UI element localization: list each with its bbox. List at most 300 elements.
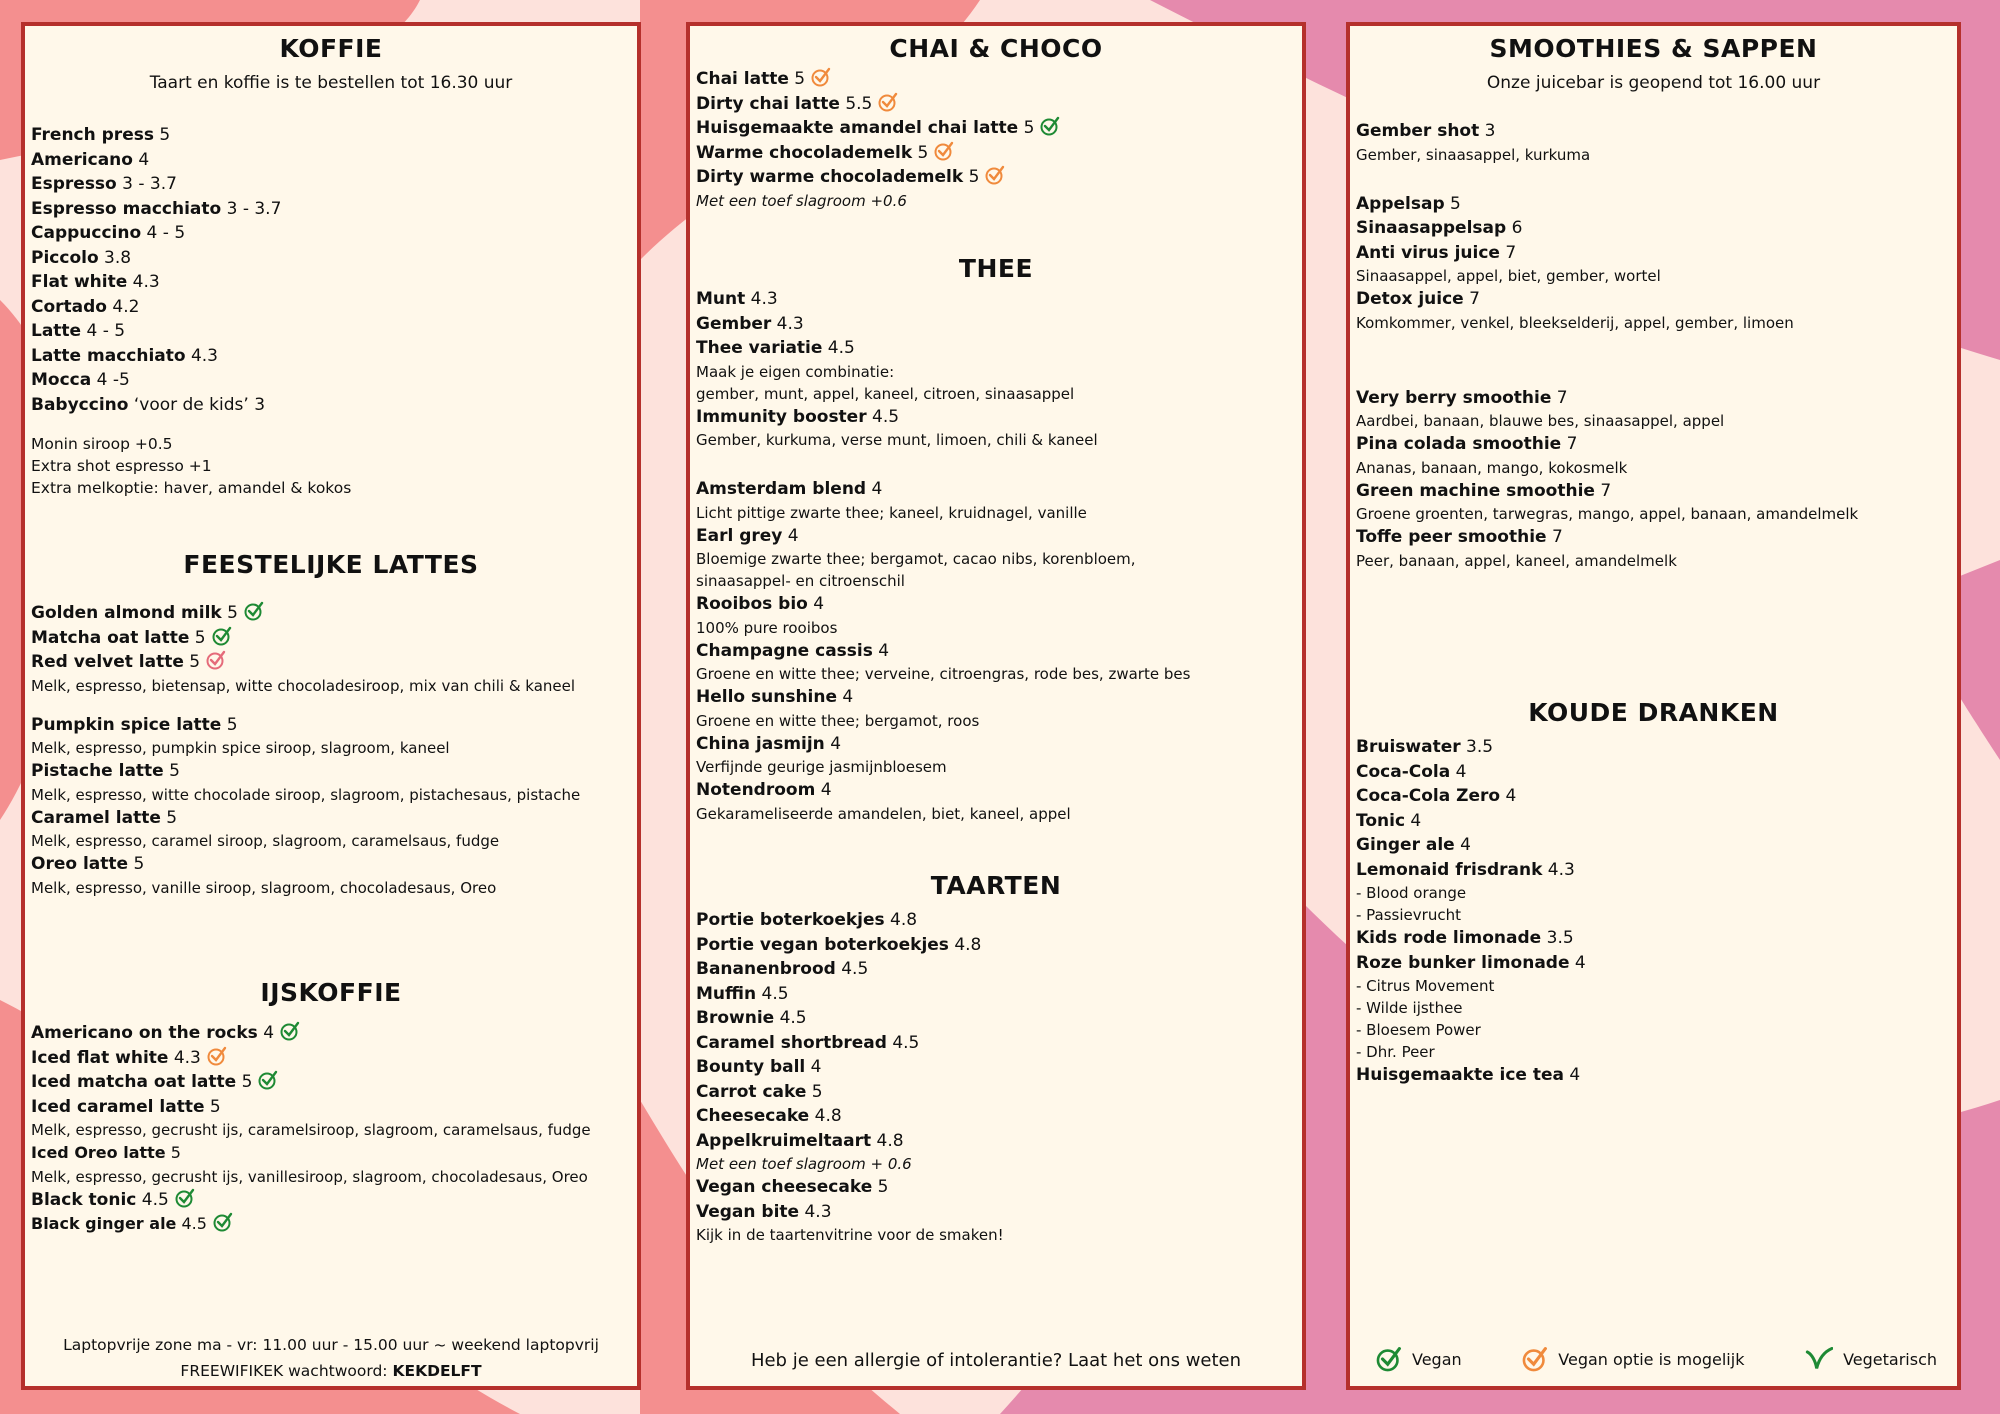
item-price: 7 bbox=[1499, 242, 1517, 263]
item-name: Detox juice bbox=[1356, 289, 1464, 309]
menu-item bbox=[1356, 760, 1951, 785]
vegan-icon bbox=[1040, 116, 1060, 136]
menu-item bbox=[696, 141, 1296, 166]
menu-item bbox=[31, 319, 631, 344]
legend-vegetarian bbox=[1799, 1347, 1937, 1371]
item-description: Groene groenten, tarwegras, mango, appel, banaan, amandelmelk bbox=[1356, 505, 1859, 523]
menu-item bbox=[696, 1104, 1296, 1129]
item-description: gember, munt, appel, kaneel, citroen, sinaasappel bbox=[696, 384, 1075, 403]
menu-item bbox=[696, 933, 1296, 958]
item-name: Vegan cheesecake bbox=[696, 1177, 873, 1197]
item-price: 5 bbox=[163, 761, 180, 781]
menu-item bbox=[696, 524, 1296, 549]
section-ijskoffie bbox=[31, 978, 631, 1237]
menu-item bbox=[31, 197, 631, 222]
menu-item bbox=[696, 405, 1296, 430]
legend-vegan-option bbox=[1516, 1346, 1744, 1372]
item-price: 5 bbox=[153, 125, 171, 145]
vegan-option-icon bbox=[934, 141, 954, 161]
item-name: Kids rode limonade bbox=[1356, 928, 1542, 948]
item-price: 6 bbox=[1506, 218, 1523, 238]
vegan-option-icon bbox=[1522, 1346, 1548, 1372]
menu-item bbox=[31, 368, 631, 393]
item-price: 3.8 bbox=[98, 247, 132, 268]
item-price: 4.3 bbox=[799, 1201, 832, 1222]
item-price: ‘voor de kids’ 3 bbox=[128, 394, 266, 415]
menu-item bbox=[696, 92, 1296, 117]
item-price: 4.3 bbox=[127, 272, 160, 292]
menu-item bbox=[31, 650, 631, 675]
spacer bbox=[1356, 166, 1951, 192]
item-description: Groene en witte thee; verveine, citroengras, rode bes, zwarte bes bbox=[696, 665, 1191, 683]
item-price: 4 bbox=[837, 687, 854, 707]
section-subtitle: Onze juicebar is geopend tot 16.00 uur bbox=[1486, 73, 1821, 93]
laptop-notice: Laptopvrije zone ma - vr: 11.00 uur - 15.00 uur ~ weekend laptopvrij bbox=[63, 1336, 599, 1354]
item-price: 4.5 bbox=[176, 1214, 207, 1233]
vegan-icon bbox=[1376, 1346, 1402, 1372]
menu-item bbox=[31, 601, 631, 626]
item-description: Melk, espresso, pumpkin spice siroop, slagroom, kaneel bbox=[31, 739, 450, 757]
section-title: KOUDE DRANKEN bbox=[1528, 698, 1779, 727]
item-name: Appelsap bbox=[1356, 193, 1445, 214]
item-name: Warme chocolademelk bbox=[696, 142, 913, 163]
item-description: Gember, kurkuma, verse munt, limoen, chili & kaneel bbox=[696, 431, 1098, 449]
item-price: 7 bbox=[1546, 527, 1563, 547]
vegan-option-icon bbox=[811, 67, 831, 87]
item-name: Appelkruimeltaart bbox=[696, 1130, 872, 1151]
item-note: Met een toef slagroom + 0.6 bbox=[696, 1155, 912, 1173]
item-price: 5 bbox=[204, 1096, 221, 1117]
item-price: 4 bbox=[866, 479, 883, 499]
menu-item bbox=[31, 1141, 631, 1166]
item-name: Rooibos bio bbox=[696, 594, 808, 614]
item-price: 5 bbox=[128, 854, 145, 874]
section-smoothies bbox=[1356, 34, 1951, 572]
item-price: 5 bbox=[183, 652, 201, 672]
section-title: CHAI & CHOCO bbox=[889, 34, 1103, 63]
item-price: 4 bbox=[1564, 1065, 1581, 1085]
section-chai-choco bbox=[696, 34, 1296, 212]
item-name: Anti virus juice bbox=[1356, 242, 1500, 263]
item-price: 4 bbox=[872, 640, 890, 661]
vegan-icon bbox=[280, 1021, 300, 1041]
menu-item bbox=[1356, 241, 1951, 266]
section-title: FEESTELIJKE LATTES bbox=[183, 550, 479, 579]
menu-item bbox=[31, 759, 631, 784]
vegan-icon bbox=[258, 1070, 278, 1090]
item-price: 4.8 bbox=[884, 910, 918, 930]
item-price: 3.5 bbox=[1460, 737, 1494, 757]
item-note: Met een toef slagroom +0.6 bbox=[696, 191, 907, 210]
item-price: 4.3 bbox=[745, 289, 778, 309]
menu-item bbox=[31, 1095, 631, 1120]
vegan-option-icon bbox=[985, 165, 1005, 185]
menu-item bbox=[31, 806, 631, 831]
menu-item bbox=[1356, 951, 1951, 976]
spacer bbox=[696, 451, 1296, 477]
item-price: 5 bbox=[221, 714, 238, 735]
menu-item bbox=[696, 1129, 1296, 1154]
item-description: Maak je eigen combinatie: bbox=[696, 362, 895, 381]
menu-item bbox=[696, 287, 1296, 312]
item-price: 4 bbox=[807, 594, 825, 614]
item-price: 5 bbox=[221, 603, 238, 623]
item-price: 5 bbox=[1444, 193, 1461, 214]
menu-item bbox=[1356, 192, 1951, 217]
item-description: Melk, espresso, witte chocolade siroop, slagroom, pistachesaus, pistache bbox=[31, 785, 581, 804]
menu-item bbox=[1356, 833, 1951, 858]
item-name: Immunity booster bbox=[696, 406, 867, 427]
section-title: KOFFIE bbox=[279, 34, 383, 63]
menu-item bbox=[1356, 784, 1951, 809]
item-name: Tonic bbox=[1356, 810, 1406, 831]
item-description: Kijk in de taartenvitrine voor de smaken! bbox=[696, 1226, 1004, 1244]
menu-item bbox=[31, 123, 631, 148]
item-description: - Passievrucht bbox=[1356, 906, 1461, 924]
item-price: 4.5 bbox=[756, 983, 789, 1004]
item-description: Melk, espresso, caramel siroop, slagroom, caramelsaus, fudge bbox=[31, 832, 500, 850]
vegetarian-leaf-icon bbox=[1805, 1347, 1833, 1371]
item-name: Green machine smoothie bbox=[1356, 480, 1595, 501]
item-price: 7 bbox=[1594, 480, 1612, 501]
vegan-option-icon bbox=[206, 650, 226, 670]
taarten-list bbox=[696, 908, 1296, 1246]
menu-item bbox=[1356, 119, 1951, 144]
item-price: 4.5 bbox=[822, 338, 855, 358]
panel-koffie bbox=[21, 22, 641, 1390]
item-price: 3 - 3.7 bbox=[116, 174, 177, 194]
menu-item bbox=[1356, 1063, 1951, 1088]
item-price: 4 - 5 bbox=[81, 321, 126, 341]
item-price: 4.3 bbox=[771, 313, 804, 334]
item-price: 4.2 bbox=[107, 296, 140, 317]
item-name: Chai latte bbox=[696, 69, 789, 89]
menu-item bbox=[31, 1046, 631, 1071]
menu-item bbox=[31, 1212, 631, 1237]
item-description: Melk, espresso, vanille siroop, slagroom, chocoladesaus, Oreo bbox=[31, 878, 497, 897]
item-description: Ananas, banaan, mango, kokosmelk bbox=[1356, 458, 1628, 477]
item-name: Munt bbox=[696, 289, 746, 309]
item-price: 7 bbox=[1551, 387, 1568, 408]
item-price: 4 bbox=[815, 780, 832, 800]
item-name: Iced Oreo latte bbox=[31, 1143, 166, 1162]
item-price: 5 bbox=[236, 1072, 253, 1092]
menu-item bbox=[696, 957, 1296, 982]
item-description: sinaasappel- en citroenschil bbox=[696, 572, 905, 590]
menu-item bbox=[696, 116, 1296, 141]
item-price: 4.5 bbox=[774, 1008, 807, 1028]
section-title: IJSKOFFIE bbox=[260, 978, 402, 1007]
item-price: 4 bbox=[257, 1023, 275, 1043]
item-name: Lemonaid frisdrank bbox=[1356, 859, 1543, 880]
item-price: 4.3 bbox=[185, 345, 219, 366]
item-price: 4.3 bbox=[1542, 859, 1575, 880]
item-price: 4 bbox=[824, 733, 842, 754]
item-name: Latte macchiato bbox=[31, 345, 186, 366]
item-description: - Wilde ijsthee bbox=[1356, 999, 1463, 1017]
item-name: Hello sunshine bbox=[696, 687, 838, 707]
section-koffie bbox=[31, 34, 631, 499]
item-name: Mocca bbox=[31, 370, 92, 390]
item-price: 5 bbox=[1018, 118, 1035, 138]
menu-item bbox=[696, 312, 1296, 337]
item-name: Notendroom bbox=[696, 780, 816, 800]
menu-item bbox=[31, 713, 631, 738]
item-price: 4.8 bbox=[948, 934, 982, 955]
item-price: 4 bbox=[132, 149, 150, 170]
item-name: Dirty chai latte bbox=[696, 93, 840, 114]
item-price: 5.5 bbox=[839, 93, 873, 114]
menu-item bbox=[696, 639, 1296, 664]
item-name: French press bbox=[31, 125, 154, 145]
item-price: 5 bbox=[165, 1143, 181, 1162]
panel-chai-thee-taarten bbox=[686, 22, 1306, 1390]
item-price: 5 bbox=[788, 69, 806, 89]
item-description: Sinaasappel, appel, biet, gember, wortel bbox=[1356, 267, 1661, 285]
item-name: Americano on the rocks bbox=[31, 1023, 258, 1043]
koffie-list bbox=[31, 123, 631, 417]
item-price: 7 bbox=[1561, 434, 1578, 454]
item-price: 4 bbox=[1569, 952, 1586, 973]
item-name: Pina colada smoothie bbox=[1356, 434, 1562, 454]
item-name: Bruiswater bbox=[1356, 737, 1461, 757]
item-name: Iced matcha oat latte bbox=[31, 1072, 237, 1092]
item-name: Pistache latte bbox=[31, 761, 164, 781]
item-description: Melk, espresso, gecrusht ijs, vanillesiroop, slagroom, chocoladesaus, Oreo bbox=[31, 1167, 588, 1186]
item-name: Roze bunker limonade bbox=[1356, 952, 1570, 973]
item-name: Caramel latte bbox=[31, 807, 161, 828]
item-name: Bounty ball bbox=[696, 1057, 806, 1077]
item-name: Thee variatie bbox=[696, 338, 823, 358]
item-price: 4.5 bbox=[136, 1189, 169, 1210]
menu-item bbox=[1356, 432, 1951, 457]
item-description: - Citrus Movement bbox=[1356, 977, 1495, 995]
item-price: 3 bbox=[1479, 121, 1496, 141]
spacer bbox=[31, 697, 631, 713]
item-name: Bananenbrood bbox=[696, 959, 836, 979]
feestelijke-list bbox=[31, 601, 631, 899]
item-name: Oreo latte bbox=[31, 854, 129, 874]
menu-item bbox=[696, 1200, 1296, 1225]
item-name: Black ginger ale bbox=[31, 1214, 177, 1233]
menu-item bbox=[696, 1175, 1296, 1200]
menu-item bbox=[31, 1070, 631, 1095]
item-name: Gember bbox=[696, 313, 772, 334]
item-description: Melk, espresso, bietensap, witte chocoladesiroop, mix van chili & kaneel bbox=[31, 676, 576, 695]
item-price: 5 bbox=[189, 627, 206, 648]
item-name: Matcha oat latte bbox=[31, 627, 190, 648]
item-name: Pumpkin spice latte bbox=[31, 714, 222, 735]
item-name: Toffe peer smoothie bbox=[1356, 527, 1547, 547]
item-description: Aardbei, banaan, blauwe bes, sinaasappel, appel bbox=[1356, 412, 1725, 430]
menu-item bbox=[1356, 735, 1951, 760]
extra-option: Extra melkoptie: haver, amandel & kokos bbox=[31, 479, 352, 497]
item-name: Black tonic bbox=[31, 1189, 137, 1210]
item-name: Champagne cassis bbox=[696, 640, 873, 661]
legend-vegan-label: Vegan bbox=[1412, 1349, 1462, 1369]
wifi-notice bbox=[25, 1358, 637, 1384]
item-price: 7 bbox=[1463, 289, 1480, 309]
item-description: Gekarameliseerde amandelen, biet, kaneel, appel bbox=[696, 804, 1071, 823]
ijskoffie-list bbox=[31, 1021, 631, 1237]
menu-item bbox=[31, 221, 631, 246]
item-price: 3 - 3.7 bbox=[221, 198, 282, 219]
item-name: Americano bbox=[31, 149, 133, 170]
item-name: Golden almond milk bbox=[31, 603, 222, 623]
item-name: Brownie bbox=[696, 1008, 775, 1028]
item-description: - Dhr. Peer bbox=[1356, 1043, 1435, 1061]
item-name: Sinaasappelsap bbox=[1356, 218, 1507, 238]
panel-smoothies-koude bbox=[1346, 22, 1961, 1390]
item-name: Carrot cake bbox=[696, 1081, 807, 1102]
item-name: Iced flat white bbox=[31, 1047, 169, 1068]
item-description: Komkommer, venkel, bleekselderij, appel, gember, limoen bbox=[1356, 313, 1794, 332]
item-name: Ginger ale bbox=[1356, 835, 1455, 855]
menu-item bbox=[1356, 216, 1951, 241]
item-name: Portie boterkoekjes bbox=[696, 910, 885, 930]
menu-item bbox=[1356, 386, 1951, 411]
thee-list bbox=[696, 287, 1296, 825]
item-price: 5 bbox=[963, 167, 980, 187]
item-name: Espresso bbox=[31, 174, 117, 194]
koffie-extras bbox=[31, 433, 631, 499]
item-name: Latte bbox=[31, 321, 82, 341]
menu-item bbox=[31, 626, 631, 651]
section-feestelijke-lattes bbox=[31, 550, 631, 899]
menu-item bbox=[1356, 287, 1951, 312]
menu-item bbox=[696, 1080, 1296, 1105]
item-name: Cortado bbox=[31, 296, 107, 317]
item-price: 4 bbox=[782, 525, 799, 546]
item-price: 4 - 5 bbox=[141, 223, 186, 243]
item-name: Red velvet latte bbox=[31, 652, 184, 672]
legend-vegan-option-label: Vegan optie is mogelijk bbox=[1558, 1349, 1745, 1369]
item-price: 4.5 bbox=[886, 1032, 920, 1053]
item-price: 4.5 bbox=[866, 406, 900, 427]
menu-item bbox=[696, 982, 1296, 1007]
koude-list bbox=[1356, 735, 1951, 1088]
item-name: Flat white bbox=[31, 272, 128, 292]
vegan-option-icon bbox=[207, 1046, 227, 1066]
item-price: 4 bbox=[805, 1057, 822, 1077]
allergy-notice: Heb je een allergie of intolerantie? Laat het ons weten bbox=[750, 1350, 1242, 1371]
menu-item bbox=[1356, 479, 1951, 504]
item-price: 5 bbox=[872, 1177, 889, 1197]
menu-item bbox=[31, 148, 631, 173]
item-name: Iced caramel latte bbox=[31, 1096, 205, 1117]
item-name: Dirty warme chocolademelk bbox=[696, 167, 964, 187]
menu-item bbox=[696, 67, 1296, 92]
section-koude-dranken bbox=[1356, 698, 1951, 1088]
menu-item bbox=[696, 477, 1296, 502]
item-name: Huisgemaakte amandel chai latte bbox=[696, 118, 1019, 138]
menu-item bbox=[1356, 858, 1951, 883]
item-price: 4 bbox=[1405, 810, 1422, 831]
menu-item bbox=[696, 732, 1296, 757]
extra-option: Extra shot espresso +1 bbox=[31, 457, 212, 475]
item-description: Gember, sinaasappel, kurkuma bbox=[1356, 145, 1591, 164]
menu-item bbox=[696, 685, 1296, 710]
menu-item bbox=[696, 165, 1296, 190]
item-name: Coca-Cola Zero bbox=[1356, 786, 1501, 806]
item-name: Gember shot bbox=[1356, 121, 1480, 141]
item-description: Melk, espresso, gecrusht ijs, caramelsiroop, slagroom, caramelsaus, fudge bbox=[31, 1121, 591, 1139]
menu-item bbox=[696, 908, 1296, 933]
vegan-option-icon bbox=[878, 92, 898, 112]
legend bbox=[1370, 1346, 1937, 1372]
legend-vegan bbox=[1370, 1346, 1462, 1372]
section-title: THEE bbox=[958, 254, 1034, 283]
item-name: Piccolo bbox=[31, 247, 99, 268]
item-description: - Bloesem Power bbox=[1356, 1021, 1481, 1039]
menu-item bbox=[31, 270, 631, 295]
item-name: Vegan bite bbox=[696, 1201, 800, 1222]
section-thee bbox=[696, 254, 1296, 825]
menu-item bbox=[31, 393, 631, 418]
item-price: 4 bbox=[1500, 786, 1517, 806]
menu-item bbox=[1356, 525, 1951, 550]
menu-item bbox=[31, 295, 631, 320]
section-title: SMOOTHIES & SAPPEN bbox=[1489, 34, 1818, 63]
menu-item bbox=[31, 172, 631, 197]
item-description: Groene en witte thee; bergamot, roos bbox=[696, 711, 980, 730]
menu-item bbox=[696, 1055, 1296, 1080]
menu-item bbox=[31, 1188, 631, 1213]
item-description: Bloemige zwarte thee; bergamot, cacao nibs, korenbloem, bbox=[696, 550, 1136, 568]
item-description: Licht pittige zwarte thee; kaneel, kruidnagel, vanille bbox=[696, 503, 1087, 522]
chai-list bbox=[696, 67, 1296, 212]
menu-item bbox=[696, 1006, 1296, 1031]
item-name: Portie vegan boterkoekjes bbox=[696, 934, 949, 955]
menu-item bbox=[31, 246, 631, 271]
section-title: TAARTEN bbox=[930, 871, 1062, 900]
item-name: Cappuccino bbox=[31, 223, 142, 243]
item-name: Caramel shortbread bbox=[696, 1032, 887, 1053]
vegan-icon bbox=[213, 1212, 233, 1232]
item-name: Espresso macchiato bbox=[31, 198, 222, 219]
menu-item bbox=[696, 592, 1296, 617]
menu-item bbox=[696, 778, 1296, 803]
item-description: 100% pure rooibos bbox=[696, 618, 838, 637]
item-name: Very berry smoothie bbox=[1356, 387, 1552, 408]
item-price: 4 -5 bbox=[91, 370, 130, 390]
item-name: Huisgemaakte ice tea bbox=[1356, 1065, 1564, 1085]
item-name: Amsterdam blend bbox=[696, 479, 867, 499]
legend-vegetarian-label: Vegetarisch bbox=[1843, 1349, 1937, 1369]
item-name: Coca-Cola bbox=[1356, 761, 1451, 782]
item-name: China jasmijn bbox=[696, 733, 825, 754]
item-price: 4.3 bbox=[168, 1047, 201, 1068]
item-name: Earl grey bbox=[696, 525, 783, 546]
section-subtitle: Taart en koffie is te bestellen tot 16.30 uur bbox=[149, 73, 513, 93]
item-price: 3.5 bbox=[1541, 928, 1574, 948]
vegan-icon bbox=[175, 1188, 195, 1208]
item-price: 4 bbox=[1450, 761, 1467, 782]
item-name: Muffin bbox=[696, 983, 757, 1004]
item-name: Cheesecake bbox=[696, 1106, 810, 1126]
item-price: 5 bbox=[912, 142, 929, 163]
menu-item bbox=[696, 1031, 1296, 1056]
wifi-password: KEKDELFT bbox=[392, 1362, 482, 1380]
menu-item bbox=[31, 852, 631, 877]
menu-item bbox=[1356, 809, 1951, 834]
extra-option: Monin siroop +0.5 bbox=[31, 435, 173, 453]
item-description: Peer, banaan, appel, kaneel, amandelmelk bbox=[1356, 551, 1677, 570]
section-taarten bbox=[696, 871, 1296, 1246]
item-price: 4 bbox=[1454, 835, 1471, 855]
menu-item bbox=[1356, 926, 1951, 951]
smoothies-list bbox=[1356, 119, 1951, 572]
